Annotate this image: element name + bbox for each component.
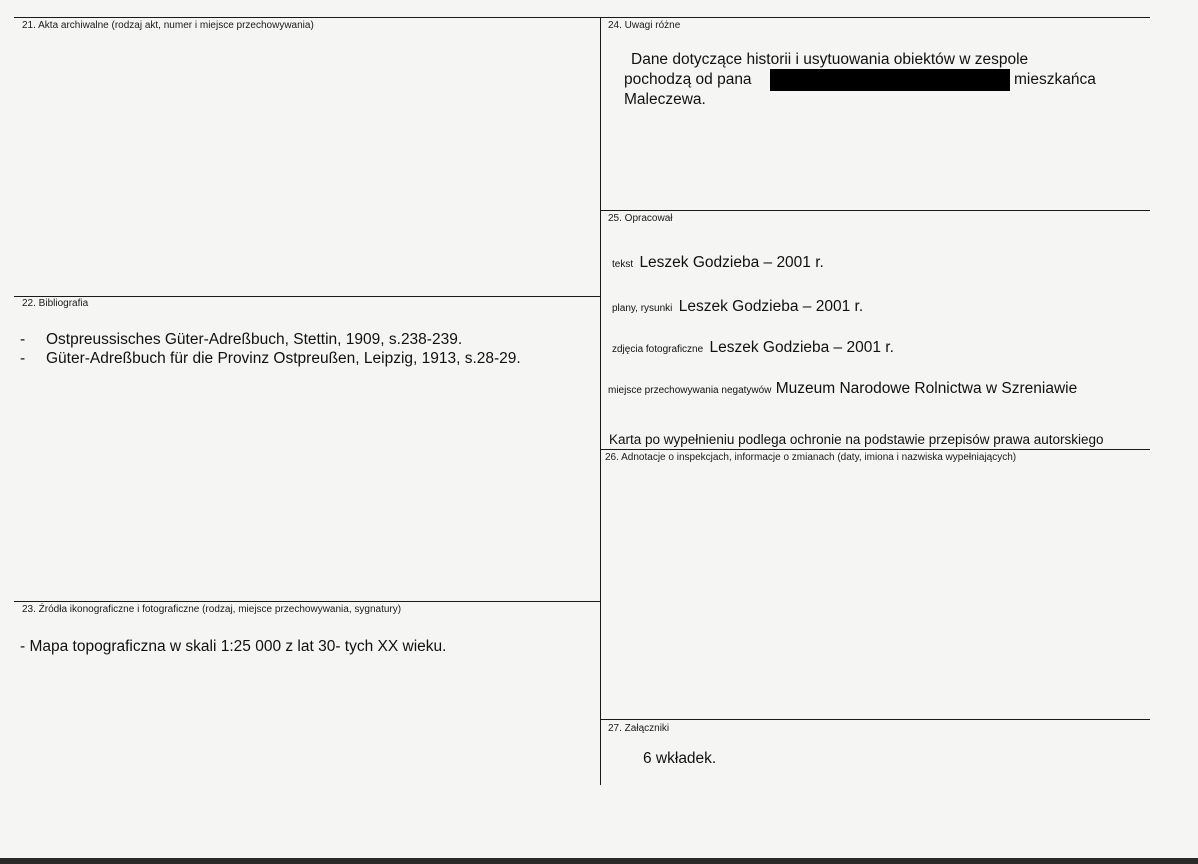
- section-27-label: 27. Załączniki: [608, 723, 670, 734]
- rule-25: [600, 210, 1150, 211]
- scan-edge: [0, 858, 1198, 864]
- remarks-line-2a: pochodzą od pana: [624, 71, 752, 88]
- text-author-row: [612, 253, 824, 274]
- negatives-location-row: [608, 379, 1077, 400]
- attachments-count: 6 wkładek.: [643, 750, 717, 767]
- plans-author-value: Leszek Godzieba – 2001 r.: [678, 298, 864, 315]
- copyright-notice: Karta po wypełnieniu podlega ochronie na podstawie przepisów prawa autorskiego: [609, 432, 1104, 447]
- photos-author-value: Leszek Godzieba – 2001 r.: [709, 339, 894, 356]
- rule-22: [14, 296, 600, 297]
- negatives-location-label: miejsce przechowywania negatywów: [608, 385, 772, 396]
- bibliography-item: [20, 330, 462, 349]
- text-author-label: tekst: [612, 259, 634, 270]
- rule-26: [600, 449, 1150, 450]
- bibliography-text: Güter-Adreßbuch für die Provinz Ostpreußen, Leipzig, 1913, s.28-29.: [46, 350, 521, 367]
- remarks-line-2b: mieszkańca: [1014, 71, 1096, 88]
- iconographic-source: - Mapa topograficzna w skali 1:25 000 z lat 30- tych XX wieku.: [20, 638, 447, 655]
- redaction-bar: [770, 69, 1010, 91]
- center-divider: [600, 17, 601, 785]
- bibliography-item: [20, 349, 521, 368]
- rule-27: [600, 719, 1150, 720]
- bibliography-text: Ostpreussisches Güter-Adreßbuch, Stettin, 1909, s.238-239.: [46, 331, 463, 348]
- remarks-line-3: Maleczewa.: [624, 91, 706, 108]
- negatives-location-value: Muzeum Narodowe Rolnictwa w Szreniawie: [775, 380, 1078, 397]
- section-26-label: 26. Adnotacje o inspekcjach, informacje o zmianach (daty, imiona i nazwiska wypełniających): [605, 452, 1017, 463]
- section-23-label: 23. Źródła ikonograficzne i fotograficzne (rodzaj, miejsce przechowywania, sygnatury): [22, 604, 402, 615]
- rule-23: [14, 601, 600, 602]
- section-24-label: 24. Uwagi różne: [608, 20, 681, 31]
- text-author-value: Leszek Godzieba – 2001 r.: [639, 254, 824, 271]
- section-25-label: 25. Opracował: [608, 213, 673, 224]
- plans-author-label: plany, rysunki: [612, 303, 673, 314]
- photos-author-row: [612, 338, 894, 359]
- section-22-label: 22. Bibliografia: [22, 298, 89, 309]
- bullet: -: [20, 331, 26, 348]
- bullet: -: [20, 350, 26, 367]
- top-rule: [14, 17, 1150, 18]
- plans-author-row: [612, 297, 863, 318]
- section-21-label: 21. Akta archiwalne (rodzaj akt, numer i miejsce przechowywania): [22, 20, 314, 31]
- remarks-line-1: Dane dotyczące historii i usytuowania obiektów w zespole: [631, 51, 1029, 68]
- photos-author-label: zdjęcia fotograficzne: [612, 344, 704, 355]
